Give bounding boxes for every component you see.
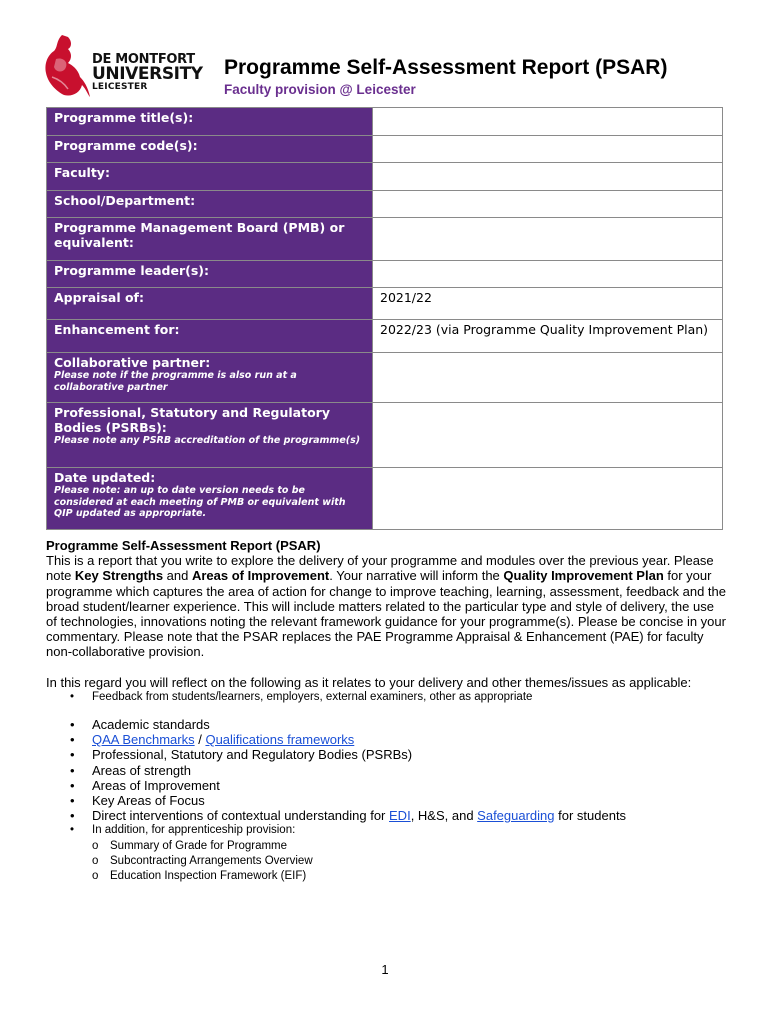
row-label: Programme leader(s):	[47, 261, 373, 288]
safeguarding-link[interactable]: Safeguarding	[477, 808, 555, 824]
table-row	[47, 191, 723, 218]
table-row	[47, 261, 723, 288]
list-item: • Key Areas of Focus	[46, 793, 726, 808]
row-label-text: Collaborative partner:	[54, 355, 211, 370]
table-row	[47, 108, 723, 136]
row-label: Programme title(s):	[47, 108, 373, 136]
section-heading: Programme Self-Assessment Report (PSAR)	[46, 538, 321, 553]
list-item: • Feedback from students/learners, employers, external examiners, other as appropriate	[46, 690, 726, 705]
row-label: Enhancement for:	[47, 320, 373, 353]
row-label-text: Professional, Statutory and Regulatory Bodies (PSRBs):	[54, 405, 330, 435]
table-row	[47, 403, 723, 468]
list-item: • Areas of Improvement	[46, 778, 726, 793]
qualifications-frameworks-link[interactable]: Qualifications frameworks	[205, 732, 355, 748]
row-value[interactable]	[373, 163, 723, 191]
list-item	[46, 808, 726, 823]
report-body	[46, 538, 726, 884]
separator: /	[194, 732, 206, 748]
logo-wordmark	[92, 53, 203, 92]
intro-text: . Your narrative will inform the	[329, 568, 504, 584]
list-text: Direct interventions of contextual understanding for	[92, 808, 390, 824]
row-value[interactable]: 2022/23 (via Programme Quality Improvement Plan)	[373, 320, 723, 353]
row-label: Appraisal of:	[47, 288, 373, 320]
intro-text: This is a report that you write to explore the delivery of your programme and modules over the previous year. Please note	[46, 553, 714, 584]
row-value[interactable]	[373, 108, 723, 136]
row-note: Please note if the programme is also run at a collaborative partner	[54, 370, 297, 393]
sub-list-item: o Education Inspection Framework (EIF)	[46, 869, 726, 884]
logo-line-2: UNIVERSITY	[92, 64, 203, 84]
qaa-benchmarks-link[interactable]: QAA Benchmarks	[92, 732, 195, 748]
sub-list-item: o Subcontracting Arrangements Overview	[46, 854, 726, 869]
intro-bold-key-strengths: Key Strengths	[74, 568, 164, 584]
sub-list-item: o Summary of Grade for Programme	[46, 839, 726, 854]
table-row	[47, 320, 723, 353]
intro-paragraph	[46, 553, 726, 659]
page-number: 1	[381, 962, 389, 977]
row-value[interactable]	[373, 136, 723, 163]
list-text: for students	[554, 808, 627, 824]
logo-line-3: LEICESTER	[92, 82, 148, 92]
table-row	[47, 468, 723, 530]
table-row	[47, 353, 723, 403]
row-label	[47, 353, 373, 403]
table-row	[47, 163, 723, 191]
row-note: Please note: an up to date version needs to be considered at each meeting of PMB or equivalent with QIP updated as appropriate.	[54, 485, 346, 519]
row-label-text: Date updated:	[54, 470, 156, 485]
row-note: Please note any PSRB accreditation of the programme(s)	[54, 435, 361, 446]
row-value[interactable]	[373, 218, 723, 261]
row-value[interactable]	[373, 468, 723, 530]
list-item	[46, 732, 726, 747]
row-value[interactable]	[373, 261, 723, 288]
apprenticeship-sublist	[46, 839, 726, 885]
table-row	[47, 288, 723, 320]
row-label: Programme code(s):	[47, 136, 373, 163]
logo-line-1: DE MONTFORT	[92, 52, 195, 67]
row-label: School/Department:	[47, 191, 373, 218]
intro-bold-areas-improvement: Areas of Improvement	[191, 568, 330, 584]
list-text: , H&S, and	[410, 808, 478, 824]
programme-info-table	[46, 107, 723, 530]
row-label: Programme Management Board (PMB) or equivalent:	[47, 218, 373, 261]
reflection-list	[46, 690, 726, 839]
page-title: Programme Self-Assessment Report (PSAR)	[224, 56, 668, 79]
row-label	[47, 468, 373, 530]
list-item: • Areas of strength	[46, 763, 726, 778]
page-subtitle: Faculty provision @ Leicester	[224, 82, 416, 97]
row-label	[47, 403, 373, 468]
list-item: • In addition, for apprenticeship provision:	[46, 823, 726, 838]
reflect-paragraph: In this regard you will reflect on the following as it relates to your delivery and other themes/issues as applicable:	[46, 674, 692, 690]
row-value[interactable]	[373, 403, 723, 468]
griffin-emblem-icon	[42, 33, 92, 99]
row-value[interactable]	[373, 353, 723, 403]
table-row	[47, 218, 723, 261]
dmu-logo	[42, 33, 212, 99]
row-value[interactable]	[373, 191, 723, 218]
list-item: • Professional, Statutory and Regulatory Bodies (PSRBs)	[46, 747, 726, 762]
intro-text: for your programme which captures the area of action for change to improve teaching, learning, assessment, feedback and the broad student/learner experience. This will include matters related to the particular type and style of delivery, the use of technologies, innovations noting the relevant framework guidance for your programme(s). Please be concise in your commentary. Please note that the PSAR replaces the PAE Programme Appraisal & Enhancement (PAE) for faculty non-collaborative provision.	[46, 568, 726, 660]
row-label: Faculty:	[47, 163, 373, 191]
row-value[interactable]: 2021/22	[373, 288, 723, 320]
intro-text: and	[163, 568, 192, 584]
list-item: • Academic standards	[46, 717, 726, 732]
table-row	[47, 136, 723, 163]
intro-bold-qip: Quality Improvement Plan	[503, 568, 664, 584]
edi-link[interactable]: EDI	[389, 808, 411, 824]
